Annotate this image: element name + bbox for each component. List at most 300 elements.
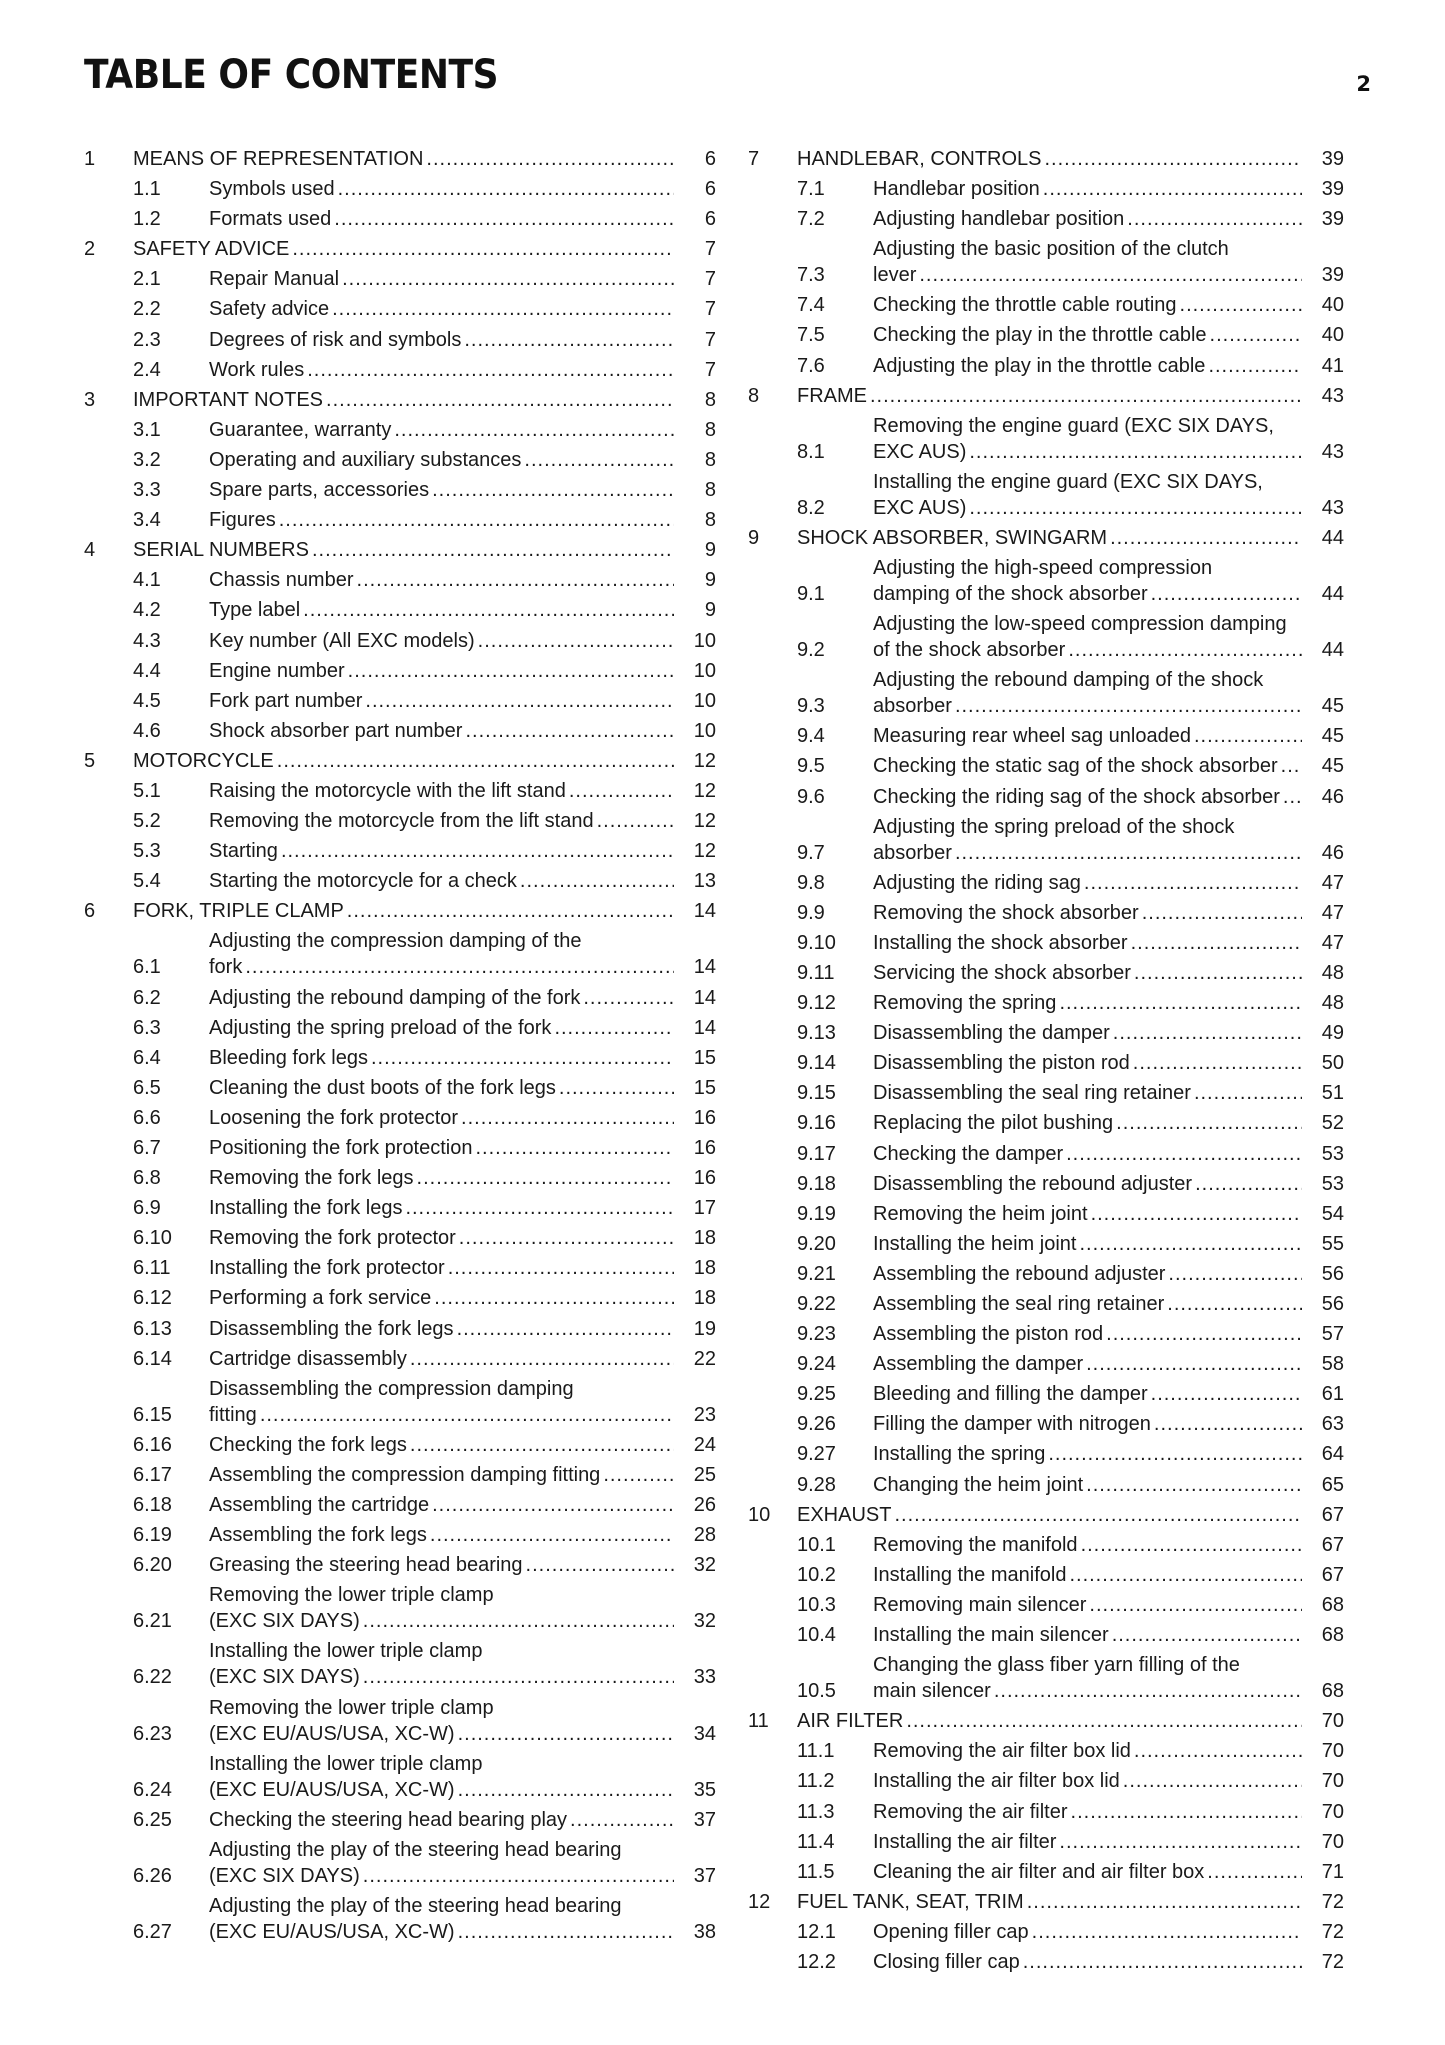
toc-entry-title bbox=[873, 1201, 1302, 1227]
toc-entry-page: 39 bbox=[1321, 178, 1344, 201]
toc-section-entry[interactable] bbox=[84, 1552, 716, 1578]
toc-entry-number: 5 bbox=[84, 749, 96, 772]
toc-entry-title bbox=[133, 236, 674, 262]
toc-entry-title-line: Performing a fork service bbox=[209, 1287, 432, 1310]
toc-entry-title bbox=[209, 778, 674, 804]
toc-section-entry[interactable] bbox=[84, 868, 716, 894]
toc-section-entry[interactable] bbox=[748, 667, 1344, 719]
toc-entry-title-line: absorber bbox=[873, 695, 952, 718]
toc-entry-page: 14 bbox=[693, 986, 716, 1009]
toc-chapter-entry[interactable] bbox=[748, 1502, 1344, 1528]
toc-entry-page: 46 bbox=[1321, 785, 1344, 808]
toc-chapter-entry[interactable] bbox=[84, 898, 716, 924]
toc-entry-title bbox=[873, 1231, 1302, 1257]
toc-section-entry[interactable] bbox=[748, 1592, 1344, 1618]
toc-entry-page: 17 bbox=[693, 1197, 716, 1220]
toc-entry-page: 45 bbox=[1321, 755, 1344, 778]
toc-section-entry[interactable] bbox=[84, 176, 716, 202]
toc-section-entry[interactable] bbox=[84, 296, 716, 322]
toc-section-entry[interactable] bbox=[748, 753, 1344, 779]
toc-section-entry[interactable] bbox=[748, 1231, 1344, 1257]
toc-entry-title-line: FRAME bbox=[797, 384, 867, 407]
toc-entry-title-line: Removing the engine guard (EXC SIX DAYS, bbox=[873, 414, 1274, 437]
toc-entry-title bbox=[873, 930, 1302, 956]
toc-entry-number: 9.18 bbox=[797, 1172, 836, 1195]
toc-section-entry[interactable] bbox=[84, 808, 716, 834]
toc-entry-page: 19 bbox=[693, 1317, 716, 1340]
toc-section-entry[interactable] bbox=[84, 1522, 716, 1548]
toc-entry-page: 68 bbox=[1321, 1624, 1344, 1647]
toc-entry-page: 12 bbox=[693, 840, 716, 863]
toc-entry-number: 2.2 bbox=[133, 298, 161, 321]
toc-entry-title-line: Checking the throttle cable routing bbox=[873, 294, 1177, 317]
toc-entry-page: 43 bbox=[1321, 384, 1344, 407]
toc-entry-page: 15 bbox=[693, 1046, 716, 1069]
toc-section-entry[interactable] bbox=[748, 236, 1344, 288]
toc-entry-title-line: AIR FILTER bbox=[797, 1710, 904, 1733]
toc-entry-number: 10.5 bbox=[797, 1680, 836, 1703]
toc-section-entry[interactable] bbox=[84, 628, 716, 654]
toc-entry-page: 9 bbox=[704, 569, 716, 592]
toc-entry-number: 9.1 bbox=[797, 583, 825, 606]
toc-entry-title-line: Adjusting the high-speed compression bbox=[873, 557, 1213, 580]
toc-section-entry[interactable] bbox=[84, 447, 716, 473]
toc-chapter-entry[interactable] bbox=[84, 146, 716, 172]
toc-entry-title-line: Handlebar position bbox=[873, 178, 1040, 201]
toc-entry-title-line: Removing the lower triple clamp bbox=[209, 1584, 494, 1607]
toc-entry-title-line: Removing the heim joint bbox=[873, 1202, 1088, 1225]
toc-entry-title-line: Filling the damper with nitrogen bbox=[873, 1413, 1151, 1436]
toc-chapter-entry[interactable] bbox=[84, 748, 716, 774]
toc-section-entry[interactable] bbox=[84, 1751, 716, 1803]
toc-entry-title-line: Installing the air filter box lid bbox=[873, 1770, 1120, 1793]
toc-section-entry[interactable] bbox=[84, 1225, 716, 1251]
toc-entry-title-line: Greasing the steering head bearing bbox=[209, 1554, 523, 1577]
toc-section-entry[interactable] bbox=[84, 1045, 716, 1071]
toc-entry-title bbox=[873, 322, 1302, 348]
toc-entry-title bbox=[873, 1949, 1302, 1975]
toc-entry-title-line: EXC AUS) bbox=[873, 440, 967, 463]
toc-section-entry[interactable] bbox=[748, 1171, 1344, 1197]
toc-section-entry[interactable] bbox=[84, 567, 716, 593]
toc-entry-page: 55 bbox=[1321, 1232, 1344, 1255]
toc-section-entry[interactable] bbox=[748, 1110, 1344, 1136]
toc-entry-title bbox=[209, 1432, 674, 1458]
toc-section-entry[interactable] bbox=[748, 723, 1344, 749]
toc-entry-number: 10.3 bbox=[797, 1593, 836, 1616]
toc-entry-title-line: Removing the manifold bbox=[873, 1533, 1078, 1556]
toc-entry-title bbox=[209, 628, 674, 654]
toc-entry-number: 11.4 bbox=[797, 1830, 835, 1853]
toc-chapter-entry[interactable] bbox=[748, 1889, 1344, 1915]
toc-entry-number: 7.6 bbox=[797, 354, 825, 377]
toc-section-entry[interactable] bbox=[84, 507, 716, 533]
toc-section-entry[interactable] bbox=[748, 1562, 1344, 1588]
toc-entry-title-line: Installing the air filter bbox=[873, 1830, 1057, 1853]
toc-entry-page: 8 bbox=[704, 388, 716, 411]
toc-entry-page: 6 bbox=[704, 148, 716, 170]
toc-entry-number: 9.5 bbox=[797, 755, 825, 778]
toc-chapter-entry[interactable] bbox=[84, 236, 716, 262]
toc-section-entry[interactable] bbox=[84, 718, 716, 744]
toc-entry-number: 9.8 bbox=[797, 871, 825, 894]
toc-entry-number: 9.21 bbox=[797, 1262, 836, 1285]
toc-section-entry[interactable] bbox=[748, 870, 1344, 896]
toc-entry-title-line: Shock absorber part number bbox=[209, 719, 463, 742]
toc-entry-title-line: Spare parts, accessories bbox=[209, 479, 430, 502]
toc-section-entry[interactable] bbox=[748, 1441, 1344, 1467]
toc-entry-title-line: Adjusting the rebound damping of the shock bbox=[873, 669, 1264, 692]
toc-entry-title bbox=[873, 1592, 1302, 1618]
toc-entry-title bbox=[209, 1045, 674, 1071]
toc-entry-number: 9.23 bbox=[797, 1323, 836, 1346]
toc-entry-page: 43 bbox=[1321, 496, 1344, 519]
toc-entry-number: 3.1 bbox=[133, 418, 161, 441]
toc-entry-title bbox=[873, 1050, 1302, 1076]
toc-entry-page: 13 bbox=[693, 870, 716, 893]
toc-entry-number: 6.13 bbox=[133, 1317, 172, 1340]
toc-section-entry[interactable] bbox=[84, 1135, 716, 1161]
toc-section-entry[interactable] bbox=[748, 1020, 1344, 1046]
toc-section-entry[interactable] bbox=[748, 1261, 1344, 1287]
toc-entry-page: 28 bbox=[693, 1524, 716, 1547]
toc-section-entry[interactable] bbox=[84, 1255, 716, 1281]
toc-entry-title-line: MEANS OF REPRESENTATION bbox=[133, 148, 424, 170]
toc-entry-number: 2.4 bbox=[133, 358, 161, 381]
toc-section-entry[interactable] bbox=[748, 1532, 1344, 1558]
toc-section-entry[interactable] bbox=[84, 928, 716, 980]
toc-section-entry[interactable] bbox=[84, 1376, 716, 1428]
toc-section-entry[interactable] bbox=[748, 1381, 1344, 1407]
toc-entry-page: 39 bbox=[1321, 148, 1344, 170]
toc-entry-number: 9.2 bbox=[797, 639, 825, 662]
toc-entry-title-line: Work rules bbox=[209, 358, 305, 381]
toc-entry-number: 9.3 bbox=[797, 695, 825, 718]
toc-entry-title bbox=[209, 1346, 674, 1372]
toc-entry-title-line: FORK, TRIPLE CLAMP bbox=[133, 900, 344, 923]
toc-chapter-entry[interactable] bbox=[748, 525, 1344, 551]
toc-entry-page: 56 bbox=[1321, 1293, 1344, 1315]
toc-section-entry[interactable] bbox=[748, 1411, 1344, 1437]
toc-chapter-entry[interactable] bbox=[84, 387, 716, 413]
toc-entry-title-line: Engine number bbox=[209, 659, 345, 682]
toc-entry-number: 8.1 bbox=[797, 440, 825, 463]
toc-entry-page: 70 bbox=[1321, 1740, 1344, 1763]
toc-entry-page: 58 bbox=[1321, 1353, 1344, 1376]
toc-section-entry[interactable] bbox=[84, 1015, 716, 1041]
toc-section-entry[interactable] bbox=[84, 1285, 716, 1311]
toc-entry-number: 9.12 bbox=[797, 992, 836, 1015]
toc-entry-title bbox=[133, 748, 674, 774]
toc-section-entry[interactable] bbox=[84, 417, 716, 443]
toc-entry-page: 68 bbox=[1321, 1680, 1344, 1703]
toc-entry-number: 1.1 bbox=[133, 178, 161, 201]
toc-entry-page: 70 bbox=[1321, 1770, 1344, 1793]
toc-entry-title bbox=[209, 1695, 674, 1747]
toc-entry-title-line: Degrees of risk and symbols bbox=[209, 328, 462, 351]
toc-section-entry[interactable] bbox=[84, 206, 716, 232]
toc-entry-number: 6.10 bbox=[133, 1227, 172, 1250]
toc-chapter-entry[interactable] bbox=[748, 1708, 1344, 1734]
toc-entry-page: 61 bbox=[1321, 1383, 1344, 1406]
toc-chapter-entry[interactable] bbox=[84, 537, 716, 563]
toc-entry-number: 6.3 bbox=[133, 1016, 161, 1039]
toc-entry-title-line: (EXC SIX DAYS) bbox=[209, 1666, 360, 1689]
toc-entry-title bbox=[873, 1738, 1302, 1764]
toc-entry-number: 7.5 bbox=[797, 324, 825, 347]
toc-entry-number: 2 bbox=[84, 238, 96, 261]
toc-section-entry[interactable] bbox=[748, 900, 1344, 926]
toc-entry-title bbox=[873, 611, 1302, 663]
toc-entry-title bbox=[873, 1351, 1302, 1377]
toc-entry-title-line: Removing the air filter box lid bbox=[873, 1740, 1131, 1763]
toc-entry-title-line: Repair Manual bbox=[209, 268, 340, 291]
toc-section-entry[interactable] bbox=[748, 1859, 1344, 1885]
toc-entry-number: 11.1 bbox=[797, 1740, 835, 1763]
toc-entry-title bbox=[209, 477, 674, 503]
toc-entry-number: 7.3 bbox=[797, 264, 825, 287]
toc-section-entry[interactable] bbox=[748, 1472, 1344, 1498]
toc-entry-title-line: Adjusting the riding sag bbox=[873, 871, 1081, 894]
toc-section-entry[interactable] bbox=[748, 611, 1344, 663]
toc-entry-title-line: absorber bbox=[873, 841, 952, 864]
toc-entry-title bbox=[209, 808, 674, 834]
toc-section-entry[interactable] bbox=[748, 1201, 1344, 1227]
toc-entry-title-line: Adjusting the spring preload of the fork bbox=[209, 1016, 552, 1039]
toc-entry-title bbox=[873, 413, 1302, 465]
toc-entry-title-line: Loosening the fork protector bbox=[209, 1106, 459, 1129]
toc-entry-title bbox=[873, 753, 1302, 779]
toc-entry-page: 25 bbox=[693, 1463, 716, 1486]
toc-section-entry[interactable] bbox=[84, 1837, 716, 1889]
toc-entry-number: 4.3 bbox=[133, 629, 161, 652]
toc-entry-page: 18 bbox=[693, 1227, 716, 1250]
toc-entry-page: 53 bbox=[1321, 1142, 1344, 1165]
toc-entry-page: 10 bbox=[693, 659, 716, 682]
toc-section-entry[interactable] bbox=[748, 1622, 1344, 1648]
toc-entry-title-line: Disassembling the damper bbox=[873, 1022, 1110, 1045]
toc-entry-title bbox=[873, 1799, 1302, 1825]
toc-section-entry[interactable] bbox=[84, 357, 716, 383]
toc-section-entry[interactable] bbox=[748, 960, 1344, 986]
toc-entry-title-line: (EXC EU/AUS/USA, XC-W) bbox=[209, 1722, 455, 1745]
toc-entry-title bbox=[209, 417, 674, 443]
toc-entry-title bbox=[209, 985, 674, 1011]
toc-entry-number: 10 bbox=[748, 1503, 771, 1526]
toc-entry-title bbox=[797, 383, 1302, 409]
toc-section-entry[interactable] bbox=[748, 1768, 1344, 1794]
toc-entry-page: 45 bbox=[1321, 725, 1344, 748]
toc-section-entry[interactable] bbox=[748, 555, 1344, 607]
toc-entry-title bbox=[797, 1502, 1302, 1528]
toc-section-entry[interactable] bbox=[748, 353, 1344, 379]
toc-section-entry[interactable] bbox=[84, 1105, 716, 1131]
toc-entry-title-line: Checking the riding sag of the shock absorber bbox=[873, 785, 1280, 808]
toc-entry-page: 46 bbox=[1321, 841, 1344, 864]
toc-entry-title-line: Disassembling the rebound adjuster bbox=[873, 1172, 1193, 1195]
toc-entry-title bbox=[873, 1622, 1302, 1648]
toc-entry-title bbox=[209, 567, 674, 593]
toc-entry-title bbox=[873, 1171, 1302, 1197]
toc-entry-title-line: Installing the lower triple clamp bbox=[209, 1640, 483, 1663]
toc-entry-title-line: fitting bbox=[209, 1403, 257, 1426]
toc-section-entry[interactable] bbox=[748, 784, 1344, 810]
toc-section-entry[interactable] bbox=[84, 1492, 716, 1518]
toc-section-entry[interactable] bbox=[84, 1695, 716, 1747]
toc-entry-title bbox=[873, 1441, 1302, 1467]
toc-entry-page: 8 bbox=[704, 418, 716, 441]
toc-entry-title bbox=[209, 1285, 674, 1311]
toc-entry-title-line: Adjusting the compression damping of the bbox=[209, 930, 582, 953]
toc-section-entry[interactable] bbox=[748, 1738, 1344, 1764]
toc-entry-number: 9.19 bbox=[797, 1202, 836, 1225]
toc-entry-page: 35 bbox=[693, 1778, 716, 1801]
toc-section-entry[interactable] bbox=[84, 838, 716, 864]
toc-entry-number: 9.13 bbox=[797, 1022, 836, 1045]
toc-section-entry[interactable] bbox=[748, 990, 1344, 1016]
toc-section-entry[interactable] bbox=[748, 413, 1344, 465]
toc-entry-title-line: Fork part number bbox=[209, 689, 363, 712]
toc-section-entry[interactable] bbox=[748, 1652, 1344, 1704]
toc-section-entry[interactable] bbox=[748, 1351, 1344, 1377]
toc-entry-title bbox=[873, 784, 1302, 810]
toc-section-entry[interactable] bbox=[84, 1893, 716, 1945]
toc-section-entry[interactable] bbox=[84, 658, 716, 684]
toc-entry-number: 12 bbox=[748, 1890, 771, 1913]
toc-section-entry[interactable] bbox=[84, 477, 716, 503]
toc-section-entry[interactable] bbox=[84, 1582, 716, 1634]
toc-section-entry[interactable] bbox=[748, 1829, 1344, 1855]
toc-section-entry[interactable] bbox=[748, 1919, 1344, 1945]
toc-section-entry[interactable] bbox=[748, 322, 1344, 348]
toc-section-entry[interactable] bbox=[84, 1432, 716, 1458]
toc-entry-page: 22 bbox=[693, 1347, 716, 1370]
toc-section-entry[interactable] bbox=[748, 1050, 1344, 1076]
toc-section-entry[interactable] bbox=[748, 1080, 1344, 1106]
toc-entry-title-line: Safety advice bbox=[209, 298, 330, 321]
toc-entry-page: 6 bbox=[704, 208, 716, 231]
toc-entry-number: 9 bbox=[748, 526, 760, 549]
toc-entry-title bbox=[209, 718, 674, 744]
toc-section-entry[interactable] bbox=[748, 1321, 1344, 1347]
toc-entry-title-line: Installing the lower triple clamp bbox=[209, 1752, 483, 1775]
toc-entry-page: 67 bbox=[1321, 1503, 1344, 1526]
toc-section-entry[interactable] bbox=[84, 266, 716, 292]
toc-entry-page: 65 bbox=[1321, 1473, 1344, 1496]
toc-entry-title-line: Chassis number bbox=[209, 569, 354, 592]
toc-entry-number: 6.7 bbox=[133, 1137, 161, 1159]
toc-section-entry[interactable] bbox=[748, 1799, 1344, 1825]
toc-entry-title-line: Servicing the shock absorber bbox=[873, 961, 1131, 984]
toc-entry-page: 57 bbox=[1321, 1323, 1344, 1346]
toc-entry-page: 16 bbox=[693, 1106, 716, 1129]
toc-entry-title bbox=[209, 1751, 674, 1803]
toc-section-entry[interactable] bbox=[748, 469, 1344, 521]
toc-section-entry[interactable] bbox=[748, 292, 1344, 318]
toc-entry-number: 6.22 bbox=[133, 1666, 172, 1689]
toc-section-entry[interactable] bbox=[84, 1638, 716, 1690]
toc-entry-title bbox=[209, 266, 674, 292]
toc-entry-title-line: Installing the heim joint bbox=[873, 1232, 1077, 1255]
toc-section-entry[interactable] bbox=[84, 1346, 716, 1372]
toc-entry-number: 9.22 bbox=[797, 1293, 836, 1315]
toc-section-entry[interactable] bbox=[84, 597, 716, 623]
toc-entry-page: 7 bbox=[704, 328, 716, 351]
toc-entry-title bbox=[873, 1919, 1302, 1945]
toc-entry-title-line: Checking the play in the throttle cable bbox=[873, 324, 1207, 347]
toc-entry-number: 12.1 bbox=[797, 1920, 836, 1943]
toc-section-entry[interactable] bbox=[748, 1291, 1344, 1317]
toc-entry-page: 48 bbox=[1321, 961, 1344, 984]
toc-entry-title-line: Removing the spring bbox=[873, 992, 1057, 1015]
toc-entry-title bbox=[873, 1080, 1302, 1106]
toc-section-entry[interactable] bbox=[748, 930, 1344, 956]
toc-entry-title-line: Checking the fork legs bbox=[209, 1433, 407, 1456]
toc-section-entry[interactable] bbox=[84, 1807, 716, 1833]
toc-entry-title-line: Changing the heim joint bbox=[873, 1473, 1084, 1496]
toc-entry-title-line: Assembling the piston rod bbox=[873, 1323, 1104, 1346]
toc-entry-number: 6.19 bbox=[133, 1524, 172, 1547]
toc-entry-title bbox=[873, 1141, 1302, 1167]
toc-entry-title-line: Disassembling the compression damping bbox=[209, 1377, 574, 1400]
toc-section-entry[interactable] bbox=[748, 1141, 1344, 1167]
toc-section-entry[interactable] bbox=[84, 778, 716, 804]
toc-entry-number: 9.20 bbox=[797, 1232, 836, 1255]
toc-entry-page: 40 bbox=[1321, 324, 1344, 347]
toc-entry-page: 12 bbox=[693, 749, 716, 772]
toc-entry-number: 5.2 bbox=[133, 810, 161, 833]
toc-entry-title bbox=[873, 1652, 1302, 1704]
toc-section-entry[interactable] bbox=[748, 814, 1344, 866]
toc-section-entry[interactable] bbox=[84, 1195, 716, 1221]
toc-section-entry[interactable] bbox=[84, 688, 716, 714]
toc-section-entry[interactable] bbox=[748, 1949, 1344, 1975]
toc-entry-title bbox=[209, 928, 674, 980]
toc-entry-title-line: Guarantee, warranty bbox=[209, 418, 392, 441]
toc-entry-title-line: Type label bbox=[209, 599, 301, 622]
toc-chapter-entry[interactable] bbox=[748, 146, 1344, 172]
toc-section-entry[interactable] bbox=[84, 985, 716, 1011]
toc-entry-number: 8 bbox=[748, 384, 760, 407]
toc-entry-title bbox=[209, 1105, 674, 1131]
toc-entry-number: 6.14 bbox=[133, 1347, 172, 1370]
toc-entry-title-line: Installing the manifold bbox=[873, 1563, 1067, 1586]
toc-entry-number: 7 bbox=[748, 148, 760, 170]
toc-entry-title bbox=[133, 146, 674, 172]
toc-entry-page: 7 bbox=[704, 268, 716, 291]
toc-entry-number: 6.26 bbox=[133, 1864, 172, 1887]
toc-entry-title-line: SAFETY ADVICE bbox=[133, 238, 290, 261]
toc-chapter-entry[interactable] bbox=[748, 383, 1344, 409]
toc-section-entry[interactable] bbox=[748, 176, 1344, 202]
toc-section-entry[interactable] bbox=[84, 1462, 716, 1488]
toc-entry-title bbox=[873, 814, 1302, 866]
toc-entry-title-line: Installing the fork protector bbox=[209, 1257, 445, 1280]
toc-entry-title-line: Closing filler cap bbox=[873, 1950, 1020, 1973]
toc-entry-number: 11.3 bbox=[797, 1800, 835, 1823]
toc-entry-title bbox=[873, 1321, 1302, 1347]
toc-section-entry[interactable] bbox=[84, 1165, 716, 1191]
toc-section-entry[interactable] bbox=[84, 1316, 716, 1342]
toc-section-entry[interactable] bbox=[748, 206, 1344, 232]
toc-entry-number: 6.20 bbox=[133, 1554, 172, 1577]
toc-entry-title bbox=[209, 296, 674, 322]
toc-entry-title-line: Symbols used bbox=[209, 178, 335, 201]
toc-entry-page: 43 bbox=[1321, 440, 1344, 463]
toc-section-entry[interactable] bbox=[84, 1075, 716, 1101]
toc-section-entry[interactable] bbox=[84, 327, 716, 353]
toc-entry-number: 9.6 bbox=[797, 785, 825, 808]
